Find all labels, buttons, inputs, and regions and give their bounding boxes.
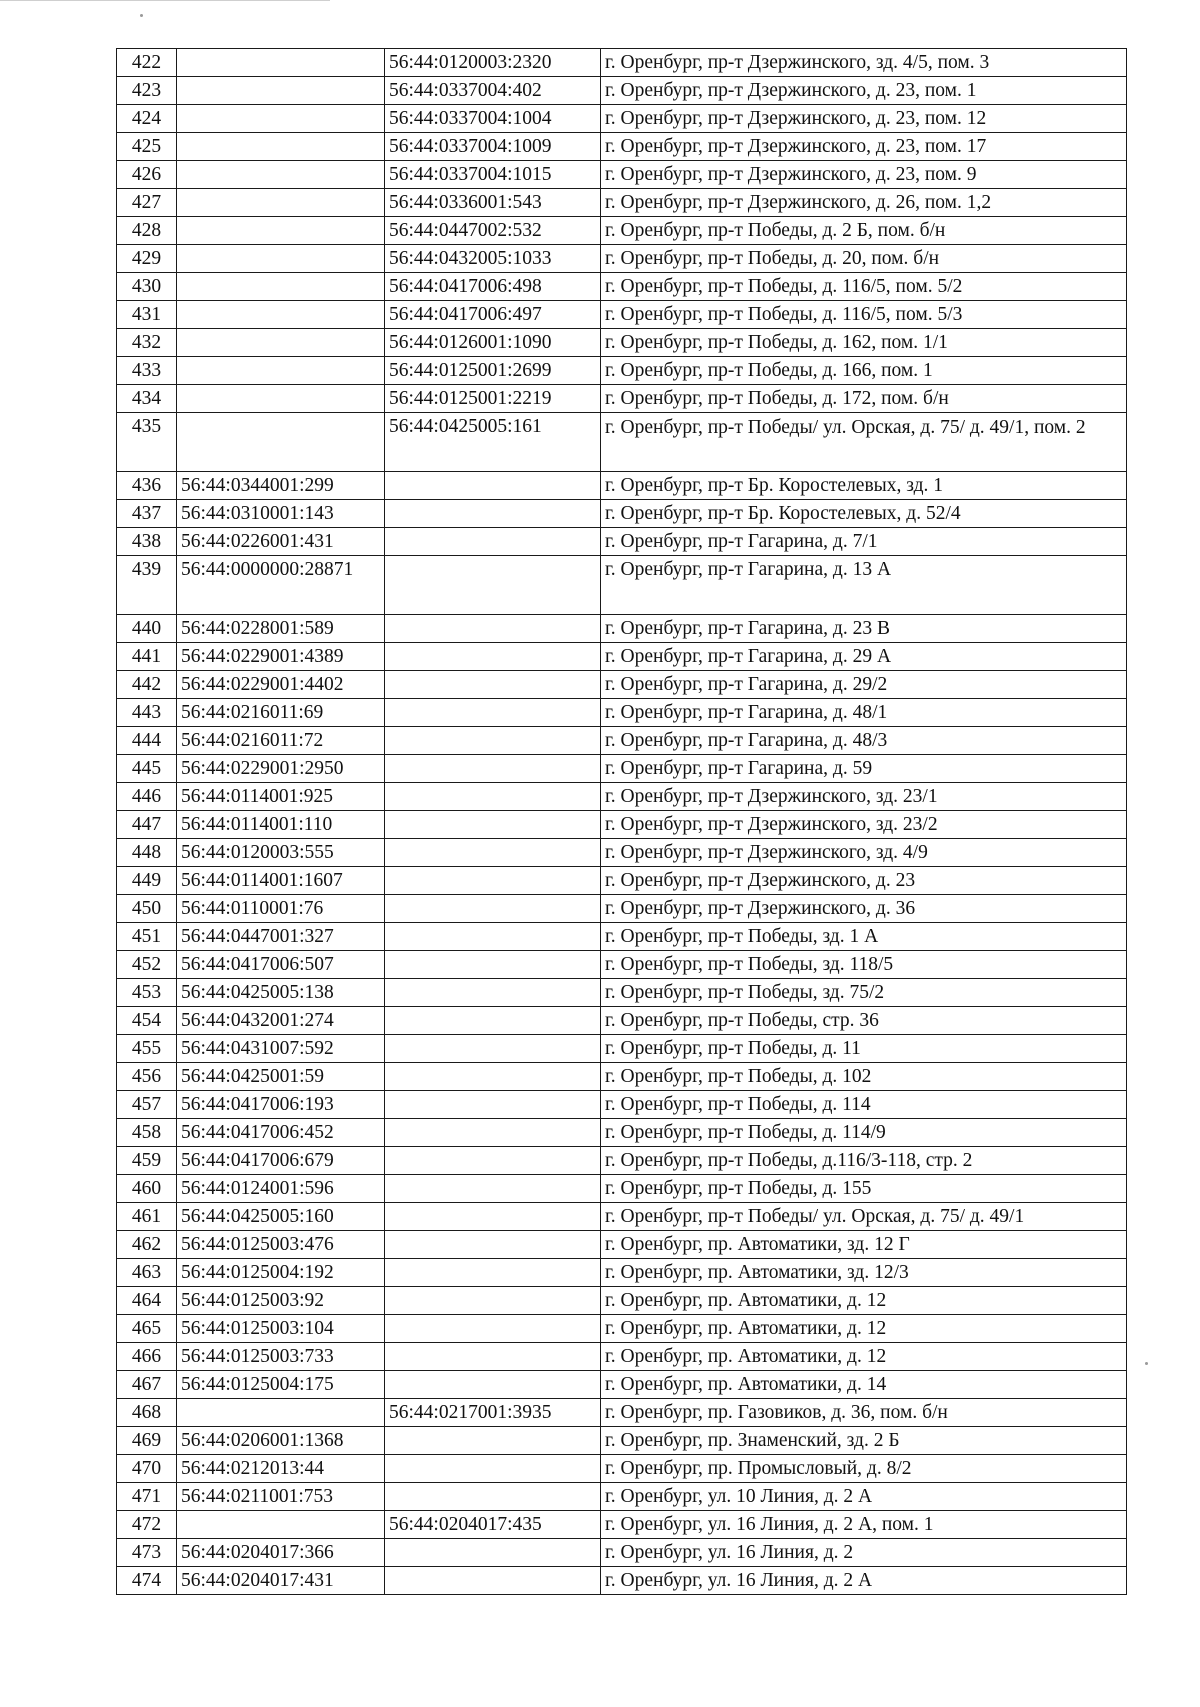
scan-speck [140, 14, 143, 17]
address-cell: г. Оренбург, пр. Автоматики, д. 12 [601, 1343, 1127, 1371]
land-cadastral-number-cell: 56:44:0226001:431 [177, 528, 385, 556]
address-cell: г. Оренбург, пр. Автоматики, д. 12 [601, 1315, 1127, 1343]
premises-cadastral-number-cell [385, 839, 601, 867]
land-cadastral-number-cell [177, 273, 385, 301]
address-cell: г. Оренбург, ул. 10 Линия, д. 2 А [601, 1483, 1127, 1511]
scan-speck [1145, 1362, 1148, 1365]
premises-cadastral-number-cell [385, 979, 601, 1007]
row-number-cell: 436 [117, 472, 177, 500]
table-row [117, 755, 1127, 783]
row-number-cell: 441 [117, 643, 177, 671]
address-cell: г. Оренбург, пр-т Бр. Коростелевых, д. 52/4 [601, 500, 1127, 528]
land-cadastral-number-cell: 56:44:0417006:193 [177, 1091, 385, 1119]
address-cell: г. Оренбург, пр-т Победы, стр. 36 [601, 1007, 1127, 1035]
premises-cadastral-number-cell: 56:44:0217001:3935 [385, 1399, 601, 1427]
premises-cadastral-number-cell: 56:44:0447002:532 [385, 217, 601, 245]
address-cell: г. Оренбург, пр. Знаменский, зд. 2 Б [601, 1427, 1127, 1455]
row-number-cell: 465 [117, 1315, 177, 1343]
table-row [117, 273, 1127, 301]
land-cadastral-number-cell: 56:44:0125003:104 [177, 1315, 385, 1343]
land-cadastral-number-cell [177, 189, 385, 217]
address-cell: г. Оренбург, пр-т Победы, д. 2 Б, пом. б/н [601, 217, 1127, 245]
land-cadastral-number-cell [177, 329, 385, 357]
table-row [117, 217, 1127, 245]
row-number-cell: 457 [117, 1091, 177, 1119]
row-number-cell: 445 [117, 755, 177, 783]
land-cadastral-number-cell [177, 217, 385, 245]
table-row [117, 1119, 1127, 1147]
premises-cadastral-number-cell: 56:44:0417006:498 [385, 273, 601, 301]
premises-cadastral-number-cell [385, 1315, 601, 1343]
table-row [117, 189, 1127, 217]
premises-cadastral-number-cell [385, 556, 601, 615]
land-cadastral-number-cell: 56:44:0124001:596 [177, 1175, 385, 1203]
land-cadastral-number-cell [177, 105, 385, 133]
premises-cadastral-number-cell [385, 1007, 601, 1035]
table-row [117, 245, 1127, 273]
address-cell: г. Оренбург, пр-т Победы, зд. 118/5 [601, 951, 1127, 979]
table-row [117, 923, 1127, 951]
land-cadastral-number-cell: 56:44:0125003:476 [177, 1231, 385, 1259]
table-row [117, 1203, 1127, 1231]
land-cadastral-number-cell: 56:44:0110001:76 [177, 895, 385, 923]
premises-cadastral-number-cell [385, 727, 601, 755]
land-cadastral-number-cell: 56:44:0229001:4402 [177, 671, 385, 699]
table-row [117, 1427, 1127, 1455]
address-cell: г. Оренбург, пр-т Победы, д. 116/5, пом. 5/2 [601, 273, 1127, 301]
land-cadastral-number-cell: 56:44:0216011:72 [177, 727, 385, 755]
address-cell: г. Оренбург, пр-т Гагарина, д. 29 А [601, 643, 1127, 671]
premises-cadastral-number-cell [385, 1259, 601, 1287]
table-row [117, 472, 1127, 500]
table-row [117, 77, 1127, 105]
row-number-cell: 439 [117, 556, 177, 615]
premises-cadastral-number-cell [385, 528, 601, 556]
row-number-cell: 461 [117, 1203, 177, 1231]
row-number-cell: 443 [117, 699, 177, 727]
row-number-cell: 446 [117, 783, 177, 811]
table-row [117, 1511, 1127, 1539]
table-row [117, 1539, 1127, 1567]
address-cell: г. Оренбург, пр-т Гагарина, д. 23 В [601, 615, 1127, 643]
row-number-cell: 423 [117, 77, 177, 105]
table-row [117, 979, 1127, 1007]
premises-cadastral-number-cell: 56:44:0337004:1004 [385, 105, 601, 133]
table-row [117, 161, 1127, 189]
land-cadastral-number-cell: 56:44:0417006:679 [177, 1147, 385, 1175]
land-cadastral-number-cell: 56:44:0000000:28871 [177, 556, 385, 615]
table-row [117, 643, 1127, 671]
premises-cadastral-number-cell [385, 1147, 601, 1175]
row-number-cell: 469 [117, 1427, 177, 1455]
table-row [117, 1455, 1127, 1483]
address-cell: г. Оренбург, пр-т Победы, д. 162, пом. 1/1 [601, 329, 1127, 357]
address-cell: г. Оренбург, пр-т Победы, зд. 75/2 [601, 979, 1127, 1007]
address-cell: г. Оренбург, пр-т Гагарина, д. 59 [601, 755, 1127, 783]
premises-cadastral-number-cell [385, 1483, 601, 1511]
row-number-cell: 448 [117, 839, 177, 867]
land-cadastral-number-cell [177, 301, 385, 329]
row-number-cell: 434 [117, 385, 177, 413]
premises-cadastral-number-cell: 56:44:0425005:161 [385, 413, 601, 472]
row-number-cell: 467 [117, 1371, 177, 1399]
land-cadastral-number-cell: 56:44:0216011:69 [177, 699, 385, 727]
land-cadastral-number-cell [177, 357, 385, 385]
address-cell: г. Оренбург, пр-т Гагарина, д. 13 А [601, 556, 1127, 615]
row-number-cell: 462 [117, 1231, 177, 1259]
premises-cadastral-number-cell: 56:44:0336001:543 [385, 189, 601, 217]
table-row [117, 413, 1127, 472]
row-number-cell: 463 [117, 1259, 177, 1287]
table-row [117, 1315, 1127, 1343]
row-number-cell: 473 [117, 1539, 177, 1567]
address-cell: г. Оренбург, пр. Автоматики, зд. 12 Г [601, 1231, 1127, 1259]
property-table [116, 48, 1127, 1595]
address-cell: г. Оренбург, пр-т Победы, д. 166, пом. 1 [601, 357, 1127, 385]
address-cell: г. Оренбург, пр-т Дзержинского, д. 23, пом. 17 [601, 133, 1127, 161]
row-number-cell: 464 [117, 1287, 177, 1315]
table-row [117, 867, 1127, 895]
table-row [117, 1287, 1127, 1315]
premises-cadastral-number-cell [385, 867, 601, 895]
address-cell: г. Оренбург, пр-т Бр. Коростелевых, зд. 1 [601, 472, 1127, 500]
table-row [117, 727, 1127, 755]
row-number-cell: 470 [117, 1455, 177, 1483]
table-row [117, 671, 1127, 699]
land-cadastral-number-cell [177, 385, 385, 413]
row-number-cell: 451 [117, 923, 177, 951]
premises-cadastral-number-cell: 56:44:0120003:2320 [385, 49, 601, 77]
premises-cadastral-number-cell [385, 1063, 601, 1091]
land-cadastral-number-cell: 56:44:0310001:143 [177, 500, 385, 528]
table-row [117, 301, 1127, 329]
row-number-cell: 440 [117, 615, 177, 643]
address-cell: г. Оренбург, ул. 16 Линия, д. 2 А [601, 1567, 1127, 1595]
address-cell: г. Оренбург, пр-т Гагарина, д. 48/3 [601, 727, 1127, 755]
land-cadastral-number-cell: 56:44:0344001:299 [177, 472, 385, 500]
address-cell: г. Оренбург, пр-т Дзержинского, д. 26, пом. 1,2 [601, 189, 1127, 217]
table-row [117, 556, 1127, 615]
row-number-cell: 424 [117, 105, 177, 133]
address-cell: г. Оренбург, пр-т Дзержинского, зд. 4/5, пом. 3 [601, 49, 1127, 77]
address-cell: г. Оренбург, пр-т Гагарина, д. 29/2 [601, 671, 1127, 699]
premises-cadastral-number-cell [385, 500, 601, 528]
land-cadastral-number-cell: 56:44:0114001:925 [177, 783, 385, 811]
row-number-cell: 456 [117, 1063, 177, 1091]
land-cadastral-number-cell: 56:44:0425005:160 [177, 1203, 385, 1231]
premises-cadastral-number-cell [385, 1539, 601, 1567]
address-cell: г. Оренбург, ул. 16 Линия, д. 2 [601, 1539, 1127, 1567]
land-cadastral-number-cell: 56:44:0204017:366 [177, 1539, 385, 1567]
premises-cadastral-number-cell [385, 1427, 601, 1455]
premises-cadastral-number-cell: 56:44:0126001:1090 [385, 329, 601, 357]
row-number-cell: 426 [117, 161, 177, 189]
row-number-cell: 449 [117, 867, 177, 895]
land-cadastral-number-cell: 56:44:0432001:274 [177, 1007, 385, 1035]
property-table-body [117, 49, 1127, 1595]
row-number-cell: 430 [117, 273, 177, 301]
row-number-cell: 435 [117, 413, 177, 472]
address-cell: г. Оренбург, пр-т Победы/ ул. Орская, д. 75/ д. 49/1 [601, 1203, 1127, 1231]
land-cadastral-number-cell: 56:44:0114001:110 [177, 811, 385, 839]
land-cadastral-number-cell: 56:44:0120003:555 [177, 839, 385, 867]
land-cadastral-number-cell [177, 1511, 385, 1539]
land-cadastral-number-cell: 56:44:0125003:92 [177, 1287, 385, 1315]
row-number-cell: 459 [117, 1147, 177, 1175]
table-row [117, 839, 1127, 867]
row-number-cell: 427 [117, 189, 177, 217]
address-cell: г. Оренбург, пр-т Победы, д. 155 [601, 1175, 1127, 1203]
land-cadastral-number-cell: 56:44:0425001:59 [177, 1063, 385, 1091]
premises-cadastral-number-cell [385, 783, 601, 811]
table-row [117, 1147, 1127, 1175]
land-cadastral-number-cell: 56:44:0417006:507 [177, 951, 385, 979]
address-cell: г. Оренбург, пр-т Победы, д. 116/5, пом. 5/3 [601, 301, 1127, 329]
land-cadastral-number-cell [177, 133, 385, 161]
address-cell: г. Оренбург, пр-т Дзержинского, д. 36 [601, 895, 1127, 923]
row-number-cell: 422 [117, 49, 177, 77]
address-cell: г. Оренбург, пр-т Победы, д. 20, пом. б/н [601, 245, 1127, 273]
row-number-cell: 455 [117, 1035, 177, 1063]
row-number-cell: 453 [117, 979, 177, 1007]
row-number-cell: 466 [117, 1343, 177, 1371]
premises-cadastral-number-cell [385, 1203, 601, 1231]
address-cell: г. Оренбург, пр-т Дзержинского, зд. 23/1 [601, 783, 1127, 811]
premises-cadastral-number-cell [385, 1091, 601, 1119]
table-row [117, 811, 1127, 839]
premises-cadastral-number-cell: 56:44:0204017:435 [385, 1511, 601, 1539]
row-number-cell: 458 [117, 1119, 177, 1147]
row-number-cell: 447 [117, 811, 177, 839]
table-row [117, 1343, 1127, 1371]
table-row [117, 783, 1127, 811]
land-cadastral-number-cell: 56:44:0206001:1368 [177, 1427, 385, 1455]
address-cell: г. Оренбург, пр-т Дзержинского, д. 23, пом. 9 [601, 161, 1127, 189]
premises-cadastral-number-cell [385, 1119, 601, 1147]
row-number-cell: 450 [117, 895, 177, 923]
land-cadastral-number-cell: 56:44:0447001:327 [177, 923, 385, 951]
table-row [117, 615, 1127, 643]
table-row [117, 329, 1127, 357]
land-cadastral-number-cell [177, 413, 385, 472]
premises-cadastral-number-cell [385, 923, 601, 951]
premises-cadastral-number-cell: 56:44:0337004:1015 [385, 161, 601, 189]
row-number-cell: 438 [117, 528, 177, 556]
land-cadastral-number-cell: 56:44:0125004:175 [177, 1371, 385, 1399]
land-cadastral-number-cell [177, 161, 385, 189]
address-cell: г. Оренбург, пр-т Гагарина, д. 7/1 [601, 528, 1127, 556]
premises-cadastral-number-cell [385, 1175, 601, 1203]
row-number-cell: 468 [117, 1399, 177, 1427]
address-cell: г. Оренбург, пр-т Победы, д.116/3-118, стр. 2 [601, 1147, 1127, 1175]
table-row [117, 951, 1127, 979]
table-row [117, 1091, 1127, 1119]
premises-cadastral-number-cell: 56:44:0432005:1033 [385, 245, 601, 273]
address-cell: г. Оренбург, пр-т Победы, д. 172, пом. б/н [601, 385, 1127, 413]
premises-cadastral-number-cell [385, 615, 601, 643]
row-number-cell: 454 [117, 1007, 177, 1035]
land-cadastral-number-cell: 56:44:0229001:4389 [177, 643, 385, 671]
land-cadastral-number-cell: 56:44:0125003:733 [177, 1343, 385, 1371]
table-row [117, 1035, 1127, 1063]
land-cadastral-number-cell: 56:44:0431007:592 [177, 1035, 385, 1063]
land-cadastral-number-cell [177, 77, 385, 105]
premises-cadastral-number-cell [385, 755, 601, 783]
premises-cadastral-number-cell [385, 1343, 601, 1371]
land-cadastral-number-cell: 56:44:0204017:431 [177, 1567, 385, 1595]
address-cell: г. Оренбург, пр-т Победы, д. 114/9 [601, 1119, 1127, 1147]
table-row [117, 1007, 1127, 1035]
premises-cadastral-number-cell [385, 1455, 601, 1483]
address-cell: г. Оренбург, пр-т Дзержинского, зд. 4/9 [601, 839, 1127, 867]
land-cadastral-number-cell: 56:44:0125004:192 [177, 1259, 385, 1287]
address-cell: г. Оренбург, пр-т Дзержинского, д. 23, пом. 12 [601, 105, 1127, 133]
land-cadastral-number-cell [177, 245, 385, 273]
row-number-cell: 437 [117, 500, 177, 528]
table-row [117, 1567, 1127, 1595]
table-row [117, 1063, 1127, 1091]
address-cell: г. Оренбург, пр. Автоматики, д. 12 [601, 1287, 1127, 1315]
row-number-cell: 472 [117, 1511, 177, 1539]
premises-cadastral-number-cell [385, 951, 601, 979]
address-cell: г. Оренбург, пр-т Дзержинского, д. 23 [601, 867, 1127, 895]
premises-cadastral-number-cell: 56:44:0337004:1009 [385, 133, 601, 161]
premises-cadastral-number-cell [385, 643, 601, 671]
address-cell: г. Оренбург, пр-т Дзержинского, д. 23, пом. 1 [601, 77, 1127, 105]
premises-cadastral-number-cell [385, 1035, 601, 1063]
table-row [117, 1371, 1127, 1399]
land-cadastral-number-cell: 56:44:0212013:44 [177, 1455, 385, 1483]
premises-cadastral-number-cell [385, 1231, 601, 1259]
address-cell: г. Оренбург, пр-т Гагарина, д. 48/1 [601, 699, 1127, 727]
address-cell: г. Оренбург, пр-т Победы/ ул. Орская, д. 75/ д. 49/1, пом. 2 [601, 413, 1127, 472]
land-cadastral-number-cell: 56:44:0228001:589 [177, 615, 385, 643]
premises-cadastral-number-cell [385, 1371, 601, 1399]
address-cell: г. Оренбург, пр-т Победы, д. 11 [601, 1035, 1127, 1063]
premises-cadastral-number-cell [385, 811, 601, 839]
table-row [117, 500, 1127, 528]
row-number-cell: 442 [117, 671, 177, 699]
address-cell: г. Оренбург, пр. Автоматики, зд. 12/3 [601, 1259, 1127, 1287]
table-row [117, 1399, 1127, 1427]
row-number-cell: 471 [117, 1483, 177, 1511]
address-cell: г. Оренбург, пр. Газовиков, д. 36, пом. б/н [601, 1399, 1127, 1427]
row-number-cell: 429 [117, 245, 177, 273]
table-row [117, 528, 1127, 556]
premises-cadastral-number-cell [385, 1287, 601, 1315]
land-cadastral-number-cell: 56:44:0114001:1607 [177, 867, 385, 895]
land-cadastral-number-cell: 56:44:0425005:138 [177, 979, 385, 1007]
table-row [117, 105, 1127, 133]
land-cadastral-number-cell [177, 1399, 385, 1427]
table-row [117, 357, 1127, 385]
address-cell: г. Оренбург, пр-т Победы, зд. 1 А [601, 923, 1127, 951]
premises-cadastral-number-cell [385, 699, 601, 727]
land-cadastral-number-cell: 56:44:0417006:452 [177, 1119, 385, 1147]
address-cell: г. Оренбург, пр-т Победы, д. 114 [601, 1091, 1127, 1119]
land-cadastral-number-cell: 56:44:0211001:753 [177, 1483, 385, 1511]
table-row [117, 1259, 1127, 1287]
row-number-cell: 460 [117, 1175, 177, 1203]
table-row [117, 699, 1127, 727]
premises-cadastral-number-cell: 56:44:0417006:497 [385, 301, 601, 329]
premises-cadastral-number-cell [385, 671, 601, 699]
row-number-cell: 444 [117, 727, 177, 755]
address-cell: г. Оренбург, ул. 16 Линия, д. 2 А, пом. 1 [601, 1511, 1127, 1539]
row-number-cell: 425 [117, 133, 177, 161]
address-cell: г. Оренбург, пр-т Победы, д. 102 [601, 1063, 1127, 1091]
table-row [117, 1175, 1127, 1203]
scan-edge-line [0, 0, 330, 1]
table-row [117, 49, 1127, 77]
table-row [117, 133, 1127, 161]
premises-cadastral-number-cell [385, 472, 601, 500]
row-number-cell: 428 [117, 217, 177, 245]
table-row [117, 1483, 1127, 1511]
row-number-cell: 432 [117, 329, 177, 357]
premises-cadastral-number-cell: 56:44:0337004:402 [385, 77, 601, 105]
address-cell: г. Оренбург, пр-т Дзержинского, зд. 23/2 [601, 811, 1127, 839]
premises-cadastral-number-cell: 56:44:0125001:2219 [385, 385, 601, 413]
table-row [117, 385, 1127, 413]
premises-cadastral-number-cell [385, 895, 601, 923]
row-number-cell: 431 [117, 301, 177, 329]
land-cadastral-number-cell [177, 49, 385, 77]
row-number-cell: 474 [117, 1567, 177, 1595]
table-row [117, 1231, 1127, 1259]
premises-cadastral-number-cell [385, 1567, 601, 1595]
table-row [117, 895, 1127, 923]
premises-cadastral-number-cell: 56:44:0125001:2699 [385, 357, 601, 385]
address-cell: г. Оренбург, пр. Автоматики, д. 14 [601, 1371, 1127, 1399]
address-cell: г. Оренбург, пр. Промысловый, д. 8/2 [601, 1455, 1127, 1483]
row-number-cell: 452 [117, 951, 177, 979]
land-cadastral-number-cell: 56:44:0229001:2950 [177, 755, 385, 783]
row-number-cell: 433 [117, 357, 177, 385]
